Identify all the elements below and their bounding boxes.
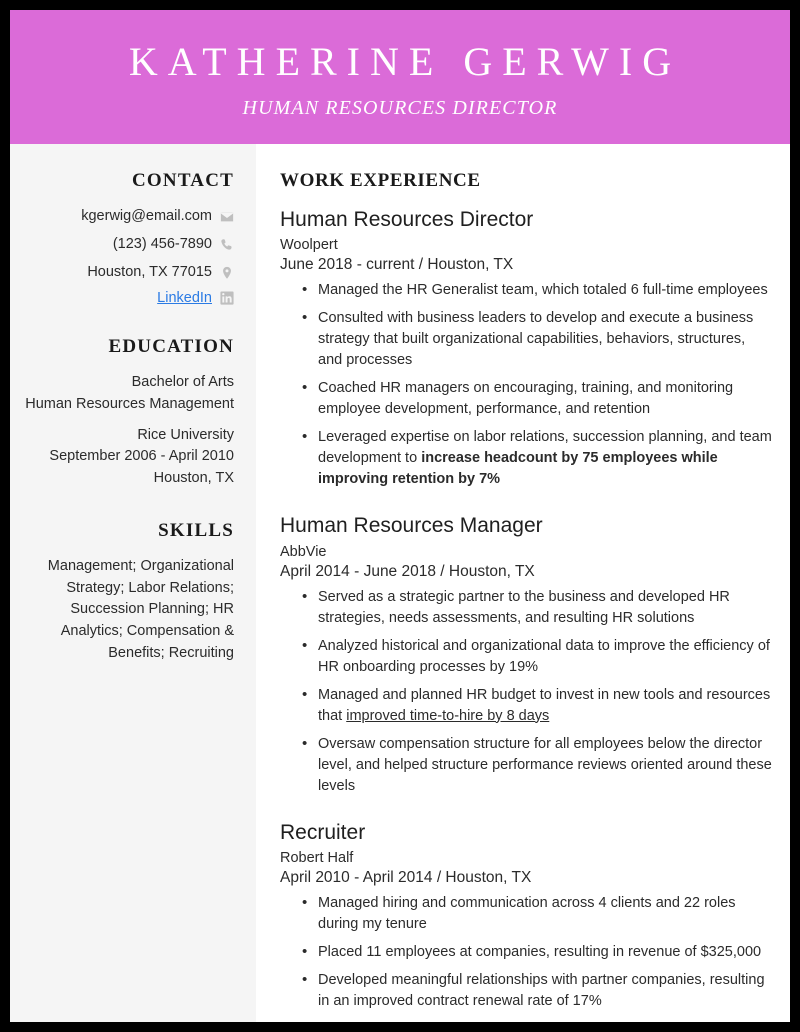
job-bullet: • Oversaw compensation structure for all employees below the director level, and helped structure performance reviews oriented around these levels xyxy=(302,734,772,797)
job-title: Recruiter xyxy=(280,820,366,844)
job-bullet-list xyxy=(280,893,772,1012)
education-heading: EDUCATION xyxy=(108,336,234,358)
job-company: Woolpert xyxy=(280,237,338,254)
location-pin-icon xyxy=(220,266,234,280)
resume-page xyxy=(10,10,790,1022)
education-section xyxy=(20,336,234,490)
job-bullet: • Served as a strategic partner to the business and developed HR strategies, needs assessments, and resulting HR solutions xyxy=(302,587,772,629)
job-bullet: • Managed hiring and communication across 4 clients and 22 roles during my tenure xyxy=(302,893,772,935)
job-dates-location: April 2014 - June 2018 / Houston, TX xyxy=(280,562,535,580)
education-school: Rice University xyxy=(137,426,234,443)
work-experience-heading: WORK EXPERIENCE xyxy=(280,170,481,191)
job-bullet: • Managed and planned HR budget to invest in new tools and resources that improved time-to-hire by 8 days xyxy=(302,685,772,727)
job-company: Robert Half xyxy=(280,850,354,867)
job-title: Human Resources Manager xyxy=(280,514,543,538)
candidate-name: KATHERINE GERWIG xyxy=(128,38,682,84)
contact-item-linkedin[interactable] xyxy=(20,290,234,306)
job-bullet-list xyxy=(280,587,772,797)
sidebar xyxy=(10,144,256,1022)
linkedin-icon[interactable] xyxy=(220,291,234,305)
skills-section xyxy=(20,520,234,665)
education-degree: Bachelor of Arts xyxy=(131,374,234,391)
job-bullet: • Consulted with business leaders to develop and execute a business strategy that built organizational capabilities, behaviors, structures, and processes xyxy=(302,308,772,371)
job-bullet: • Developed meaningful relationships with partner companies, resulting in an improved contract renewal rate of 17% xyxy=(302,970,772,1012)
job-bullet: • Leveraged expertise on labor relations, succession planning, and team development to increase headcount by 75 employees while improving retention by 7% xyxy=(302,427,772,490)
job-entry xyxy=(280,206,772,490)
linkedin-link[interactable]: LinkedIn xyxy=(157,290,212,307)
job-dates-location: April 2010 - April 2014 / Houston, TX xyxy=(280,869,532,887)
contact-location-text: Houston, TX 77015 xyxy=(87,264,212,281)
skills-heading: SKILLS xyxy=(158,519,234,541)
resume-body xyxy=(10,144,790,1022)
candidate-job-title: HUMAN RESOURCES DIRECTOR xyxy=(242,96,558,119)
contact-item-email xyxy=(20,206,234,227)
resume-header-banner xyxy=(10,10,790,144)
job-entry xyxy=(280,512,772,796)
job-dates-location: June 2018 - current / Houston, TX xyxy=(280,256,514,274)
job-bullet: • Coached HR managers on encouraging, training, and monitoring employee development, performance, and retention xyxy=(302,378,772,420)
job-bullet: • Analyzed historical and organizational data to improve the efficiency of HR onboarding processes by 19% xyxy=(302,636,772,678)
job-bullet: • Managed the HR Generalist team, which totaled 6 full-time employees xyxy=(302,280,772,301)
work-experience-list xyxy=(280,206,772,1012)
envelope-icon xyxy=(220,210,234,224)
education-location: Houston, TX xyxy=(153,470,234,487)
contact-phone-text: (123) 456-7890 xyxy=(112,236,212,253)
education-field: Human Resources Management xyxy=(25,395,234,412)
skills-list: Management; Organizational Strategy; Labor Relations; Succession Planning; HR Analytics; Compensation & Benefits; Recruiting xyxy=(47,557,234,661)
job-company: AbbVie xyxy=(280,543,327,560)
phone-icon xyxy=(220,238,234,252)
job-entry xyxy=(280,819,772,1012)
contact-section xyxy=(20,170,234,306)
education-dates: September 2006 - April 2010 xyxy=(49,448,234,465)
contact-heading: CONTACT xyxy=(132,170,234,191)
contact-email-text: kgerwig@email.com xyxy=(81,208,212,224)
contact-item-location xyxy=(20,262,234,283)
job-bullet-list xyxy=(280,280,772,490)
main-column xyxy=(256,144,790,1022)
job-title: Human Resources Director xyxy=(280,208,534,231)
job-bullet: • Placed 11 employees at companies, resulting in revenue of $325,000 xyxy=(302,942,772,963)
contact-item-phone xyxy=(20,234,234,255)
